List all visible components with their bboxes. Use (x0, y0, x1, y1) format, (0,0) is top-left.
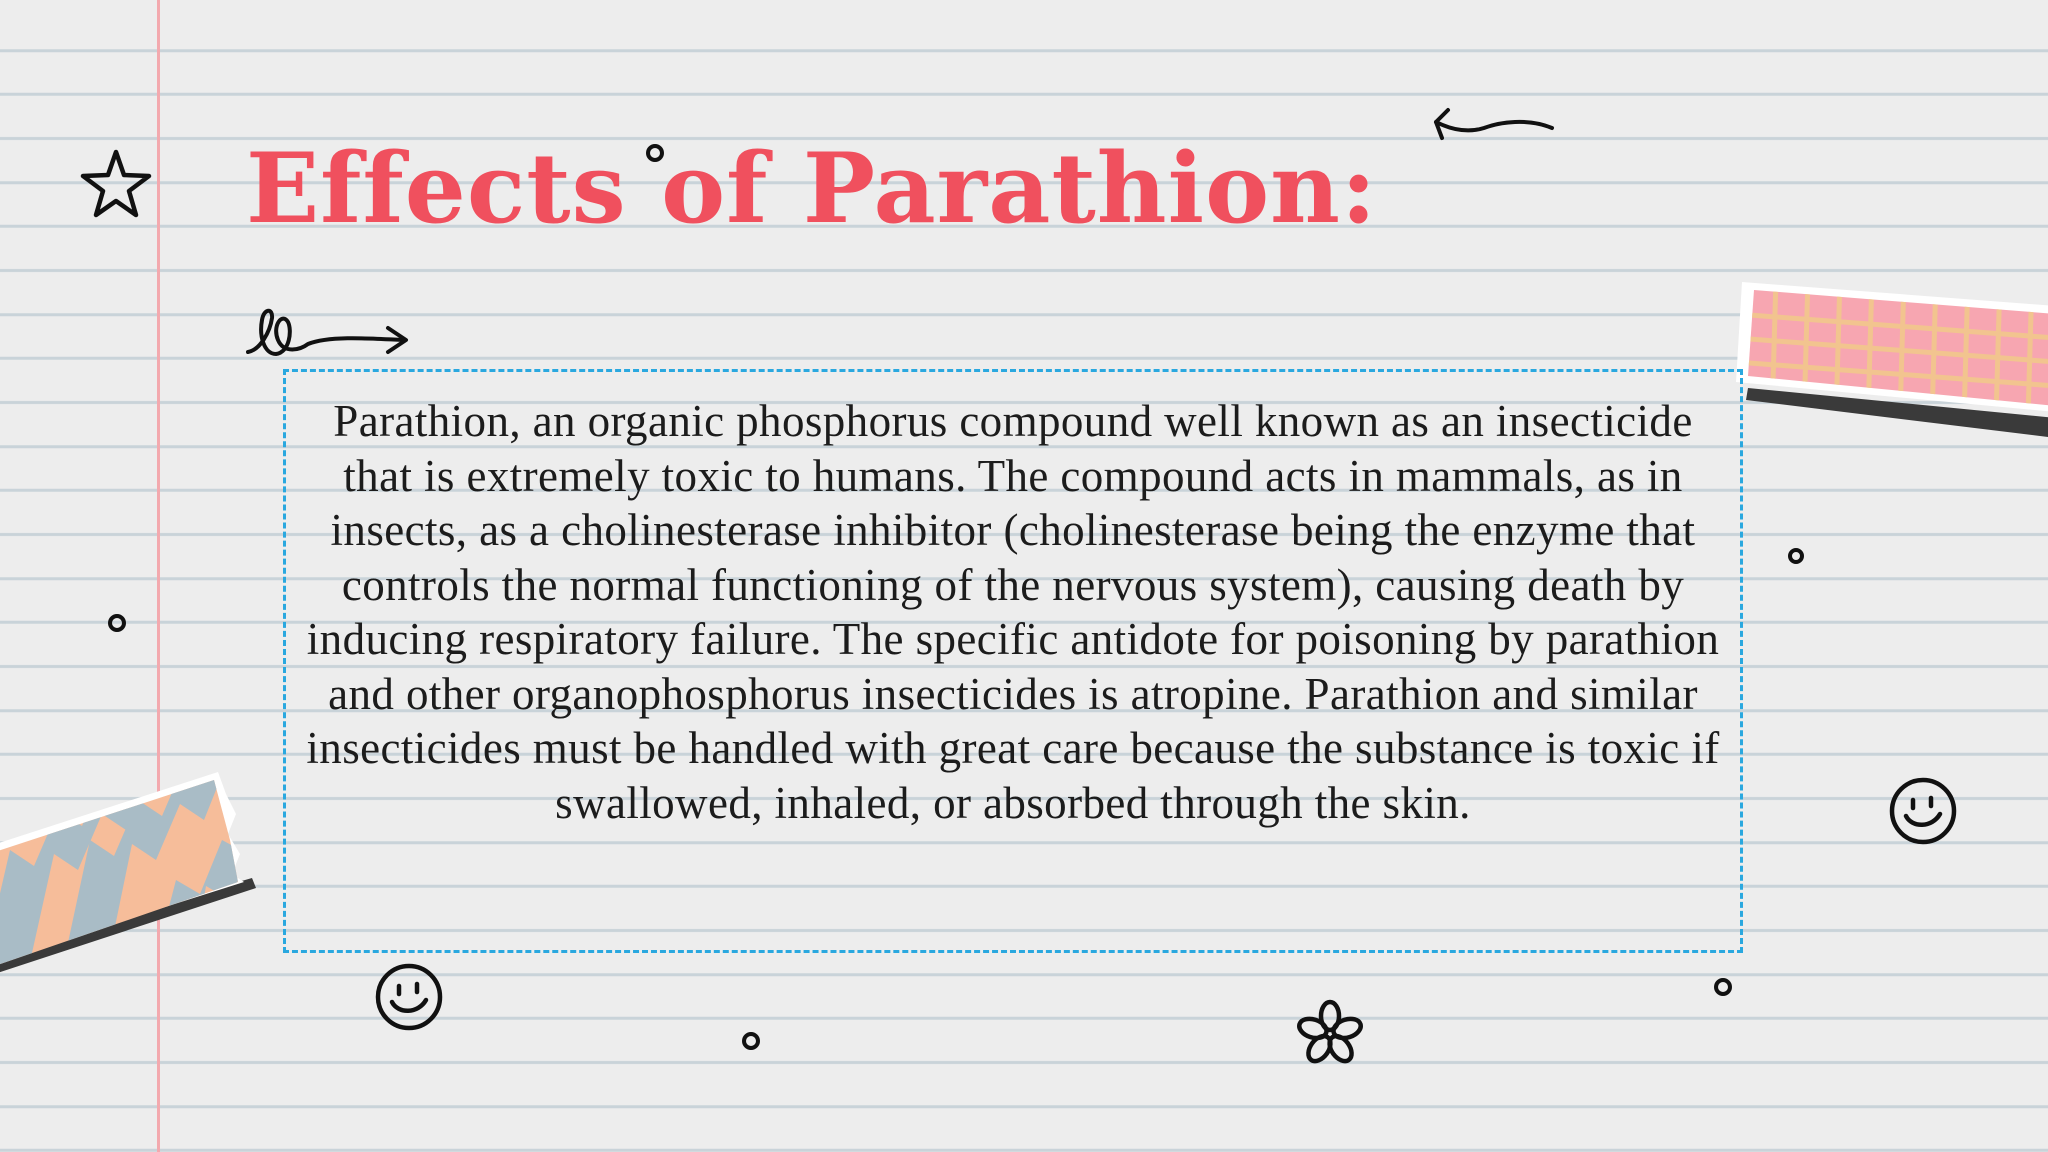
flower-doodle-icon (1294, 998, 1366, 1070)
slide-title: Effects of Parathion: (246, 132, 1378, 245)
smiley-face-icon (374, 962, 444, 1032)
circle-dot-doodle (1786, 546, 1806, 566)
circle-dot-doodle (740, 1030, 762, 1052)
star-doodle-icon (78, 148, 154, 220)
zigzag-washi-tape (0, 770, 262, 980)
smiley-face-icon (1888, 776, 1958, 846)
body-paragraph: Parathion, an organic phosphorus compound well known as an insecticide that is extremely toxic to humans. The compound acts in mammals, as in insects, as a cholinesterase inhibitor (cholinesterase being the enzyme that controls the normal functioning of the nervous system), causing death by inducing respiratory failure. The specific antidote for poisoning by parathion and other organophosphorus insecticides is atropine. Parathion and similar insecticides must be handled with great care because the substance is toxic if swallowed, inhaled, or absorbed through the skin. (306, 396, 1720, 828)
circle-dot-doodle (1712, 976, 1734, 998)
curved-arrow-doodle-icon (1428, 104, 1556, 146)
loop-arrow-doodle-icon (244, 300, 412, 362)
dashed-text-box (283, 369, 1743, 953)
pink-grid-washi-tape (1736, 278, 2048, 442)
circle-dot-doodle (106, 612, 128, 634)
